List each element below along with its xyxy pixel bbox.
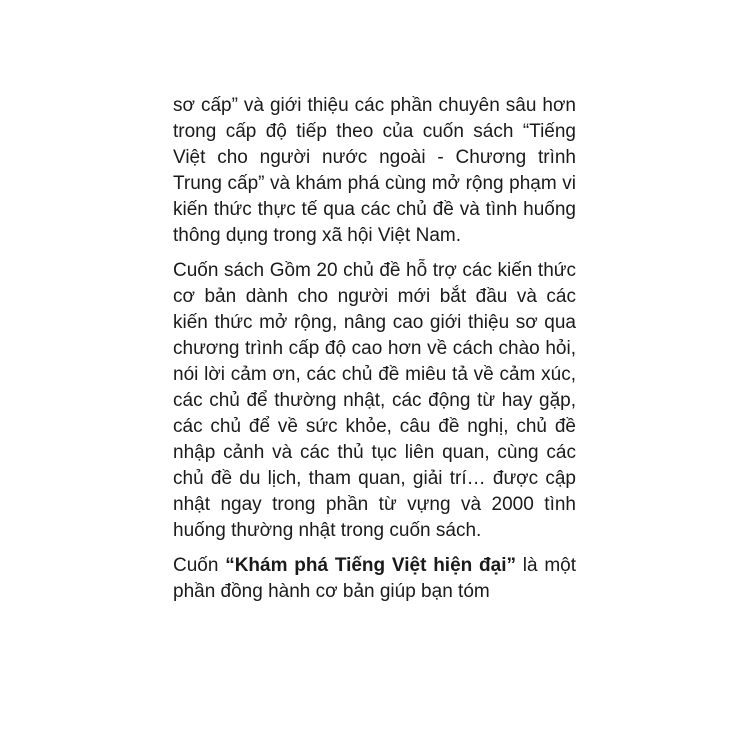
body-text [173, 93, 576, 614]
book-title: “Khám phá Tiếng Việt hiện đại” [225, 555, 516, 576]
paragraph-book-title-mention [173, 553, 576, 605]
paragraph-book-contents: Cuốn sách Gồm 20 chủ đề hỗ trợ các kiến thức cơ bản dành cho người mới bắt đầu và các kiến thức mở rộng, nâng cao giới thiệu sơ qua chương trình cấp độ cao hơn về cách chào hỏi, nói lời cảm ơn, các chủ đề miêu tả về cảm xúc, các chủ để thường nhật, các động từ hay gặp, các chủ để về sức khỏe, câu đề nghị, chủ đề nhập cảnh và các thủ tục liên quan, cùng các chủ đề du lịch, tham quan, giải trí… được cập nhật ngay trong phần từ vựng và 2000 tình huống thường nhật trong cuốn sách. [173, 260, 576, 541]
paragraph-prefix: Cuốn [173, 555, 226, 576]
paragraph-suffix: là một phần đồng hành cơ bản giúp bạn tóm [173, 555, 576, 602]
paragraph-intro-continuation: sơ cấp” và giới thiệu các phần chuyên sâu hơn trong cấp độ tiếp theo của cuốn sách “Tiếng Việt cho người nước ngoài - Chương trình Trung cấp” và khám phá cùng mở rộng phạm vi kiến thức thực tế qua các chủ đề và tình huống thông dụng trong xã hội Việt Nam. [173, 95, 576, 246]
